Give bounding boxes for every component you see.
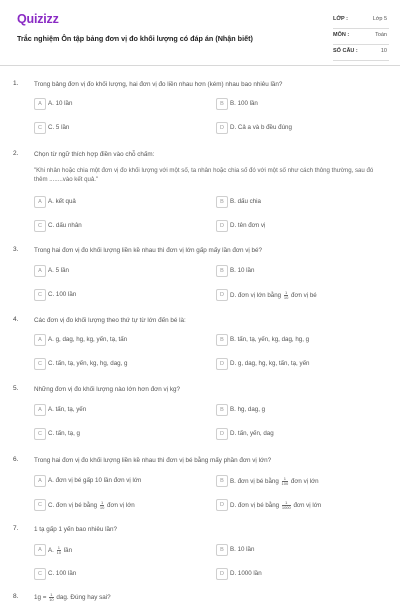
answer-option-c[interactable]	[34, 428, 194, 440]
answer-option-b[interactable]	[216, 265, 376, 277]
answer-option-c[interactable]	[34, 122, 194, 134]
answer-option-b[interactable]	[216, 196, 376, 208]
answer-option-d[interactable]	[216, 289, 376, 301]
option-text: D. 1000 lần	[230, 570, 262, 577]
question-text: Trong hai đơn vị đo khối lượng liền kề nhau thì đơn vị lớn gấp mấy lần đơn vị bé?	[34, 247, 263, 254]
question-number: 3.	[13, 246, 19, 253]
fraction-numerator: 1	[57, 545, 60, 550]
option-letter-box[interactable]: D	[216, 568, 228, 580]
answer-option-a[interactable]	[34, 404, 194, 416]
answer-option-c[interactable]	[34, 289, 194, 301]
option-letter-box[interactable]: B	[216, 196, 228, 208]
answer-option-a[interactable]	[34, 196, 194, 208]
option-text: C. 100 lần	[48, 291, 77, 298]
fraction-numerator: 1	[50, 592, 53, 597]
option-letter-box[interactable]: A	[34, 98, 46, 110]
fraction-denominator: 10	[56, 550, 62, 555]
option-letter-box[interactable]: C	[34, 220, 46, 232]
question-text: 1 tạ gấp 1 yến bao nhiêu lần?	[34, 526, 117, 533]
answer-option-c[interactable]	[34, 568, 194, 580]
fraction-denominator: 10	[49, 597, 54, 602]
option-letter-box[interactable]: D	[216, 289, 228, 301]
option-text: B. 100 lần	[230, 100, 258, 107]
option-text: A. kết quả	[48, 198, 76, 205]
answer-option-a[interactable]	[34, 475, 194, 487]
option-letter-box[interactable]: A	[34, 265, 46, 277]
option-letter-box[interactable]: B	[216, 334, 228, 346]
fraction-denominator: 1000	[281, 505, 291, 510]
option-text: D. đơn vị bé bằng $\frac{1}{1000}$ đơn vị lớn	[230, 500, 322, 510]
answer-option-d[interactable]	[216, 220, 376, 232]
fraction	[57, 546, 61, 555]
option-letter-box[interactable]: A	[34, 196, 46, 208]
option-letter-box[interactable]: D	[216, 122, 228, 134]
answer-option-a[interactable]	[34, 334, 194, 346]
option-text: A. g, dag, hg, kg, yến, tạ, tấn	[48, 336, 128, 343]
option-text: A. tấn, tạ, yến	[48, 406, 87, 413]
question-number: 6.	[13, 456, 19, 463]
option-text: C. 100 lần	[48, 570, 77, 577]
option-letter-box[interactable]: C	[34, 428, 46, 440]
option-letter-box[interactable]: C	[34, 289, 46, 301]
question-number: 5.	[13, 385, 19, 392]
worksheet-title: Trắc nghiệm Ôn tập bảng đơn vị đo khối lượng có đáp án (Nhận biết)	[17, 34, 253, 43]
answer-option-c[interactable]	[34, 499, 194, 511]
answer-option-d[interactable]	[216, 568, 376, 580]
answer-option-c[interactable]	[34, 220, 194, 232]
fraction-denominator: 100	[281, 481, 289, 486]
option-text: C. 5 lần	[48, 124, 70, 131]
option-letter-box[interactable]: A	[34, 404, 46, 416]
option-letter-box[interactable]: C	[34, 122, 46, 134]
option-text: A. 5 lần	[48, 267, 69, 274]
meta-subject-label: MÔN :	[333, 32, 350, 38]
answer-option-b[interactable]	[216, 334, 376, 346]
option-letter-box[interactable]: B	[216, 265, 228, 277]
answer-option-c[interactable]	[34, 358, 194, 370]
fraction-denominator: 10	[283, 295, 289, 300]
option-text: D. g, dag, hg, kg, tấn, tạ, yến	[230, 360, 310, 367]
option-text: C. dấu nhân	[48, 222, 82, 229]
answer-option-d[interactable]	[216, 499, 376, 511]
answer-option-b[interactable]	[216, 98, 376, 110]
question-quote: "Khi nhân hoặc chia một đơn vị đo khối lượng với một số, ta nhân hoặc chia số đó với một số như cách thông thường, sau đó thêm ........vào kết quả."	[34, 167, 374, 183]
option-letter-box[interactable]: D	[216, 358, 228, 370]
fraction-numerator: 1	[282, 501, 291, 506]
answer-option-a[interactable]	[34, 544, 194, 556]
question-number: 7.	[13, 525, 19, 532]
option-letter-box[interactable]: B	[216, 475, 228, 487]
option-text: D. Cả a và b đều đúng	[230, 124, 292, 131]
option-letter-box[interactable]: D	[216, 499, 228, 511]
option-text: B. 10 lần	[230, 546, 255, 553]
question-number: 1.	[13, 80, 19, 87]
meta-count-label: SỐ CÂU :	[333, 48, 358, 54]
answer-option-a[interactable]	[34, 98, 194, 110]
fraction	[282, 477, 289, 486]
fraction	[49, 593, 53, 602]
fraction-denominator: 10	[99, 505, 105, 510]
question-text: 1g = $\frac{1}{10}$ dag. Đúng hay sai?	[34, 592, 111, 602]
answer-option-d[interactable]	[216, 428, 376, 440]
option-text: D. tấn, yến, dag	[230, 430, 274, 437]
answer-option-d[interactable]	[216, 358, 376, 370]
option-letter-box[interactable]: B	[216, 98, 228, 110]
option-text: D. tên đơn vị	[230, 222, 266, 229]
meta-class-label: LỚP :	[333, 16, 348, 22]
worksheet-meta	[333, 13, 389, 61]
option-text: A. đơn vị bé gấp 10 lần đơn vị lớn	[48, 477, 142, 484]
question-number: 8.	[13, 593, 19, 600]
fraction-numerator: 1	[282, 477, 289, 482]
question-text: Trong hai đơn vị đo khối lượng liền kề nhau thì đơn vị bé bằng mấy phần đơn vị lớn?	[34, 457, 272, 464]
option-letter-box[interactable]: A	[34, 334, 46, 346]
option-letter-box[interactable]: B	[216, 544, 228, 556]
question-text: Trong bảng đơn vị đo khối lượng, hai đơn vị đo liền nhau hơn (kém) nhau bao nhiêu lần?	[34, 81, 283, 88]
option-text: B. dấu chia	[230, 198, 261, 205]
question-number: 4.	[13, 316, 19, 323]
option-text: B. hg, dag, g	[230, 406, 266, 413]
option-letter-box[interactable]: D	[216, 428, 228, 440]
answer-option-b[interactable]	[216, 475, 376, 487]
option-text: C. tấn, tạ, g	[48, 430, 80, 437]
question-text: Những đơn vị đo khối lượng nào lớn hơn đơn vị kg?	[34, 386, 180, 393]
option-text: A. 10 lần	[48, 100, 73, 107]
answer-option-b[interactable]	[216, 544, 376, 556]
option-text: B. 10 lần	[230, 267, 255, 274]
fraction	[282, 501, 291, 510]
meta-row-subject	[333, 29, 389, 45]
answer-option-b[interactable]	[216, 404, 376, 416]
question-text: Các đơn vị đo khối lượng theo thứ tự từ lớn đến bé là:	[34, 317, 186, 324]
option-text: B. đơn vị bé bằng $\frac{1}{100}$ đơn vị lớn	[230, 476, 319, 486]
fraction-numerator: 1	[100, 500, 104, 505]
fraction	[284, 291, 288, 300]
option-letter-box[interactable]: A	[34, 544, 46, 556]
option-letter-box[interactable]: C	[34, 499, 46, 511]
meta-count-value: 10	[380, 48, 387, 54]
quizizz-logo: Quizizz	[17, 12, 59, 26]
option-text: C. tấn, tạ, yến, kg, hg, dag, g	[48, 360, 128, 367]
option-text: C. đơn vị bé bằng $\frac{1}{10}$ đơn vị lớn	[48, 500, 135, 510]
option-letter-box[interactable]: A	[34, 475, 46, 487]
option-text: A. $\frac{1}{10}$ lần	[48, 545, 73, 555]
fraction-numerator: 1	[284, 290, 288, 295]
meta-row-count	[333, 45, 389, 61]
question-text: Chọn từ ngữ thích hợp điền vào chỗ chấm:	[34, 151, 155, 158]
answer-option-a[interactable]	[34, 265, 194, 277]
option-letter-box[interactable]: C	[34, 358, 46, 370]
answer-option-d[interactable]	[216, 122, 376, 134]
option-letter-box[interactable]: C	[34, 568, 46, 580]
fraction	[100, 501, 104, 510]
option-text: D. đơn vị lớn bằng $\frac{1}{10}$ đơn vị bé	[230, 290, 317, 300]
option-letter-box[interactable]: D	[216, 220, 228, 232]
worksheet-header	[0, 0, 400, 66]
meta-class-value: Lớp 5	[372, 16, 387, 22]
meta-row-class	[333, 13, 389, 29]
question-number: 2.	[13, 150, 19, 157]
option-letter-box[interactable]: B	[216, 404, 228, 416]
meta-subject-value: Toán	[375, 32, 387, 38]
option-text: B. tấn, tạ, yến, kg, dag, hg, g	[230, 336, 310, 343]
